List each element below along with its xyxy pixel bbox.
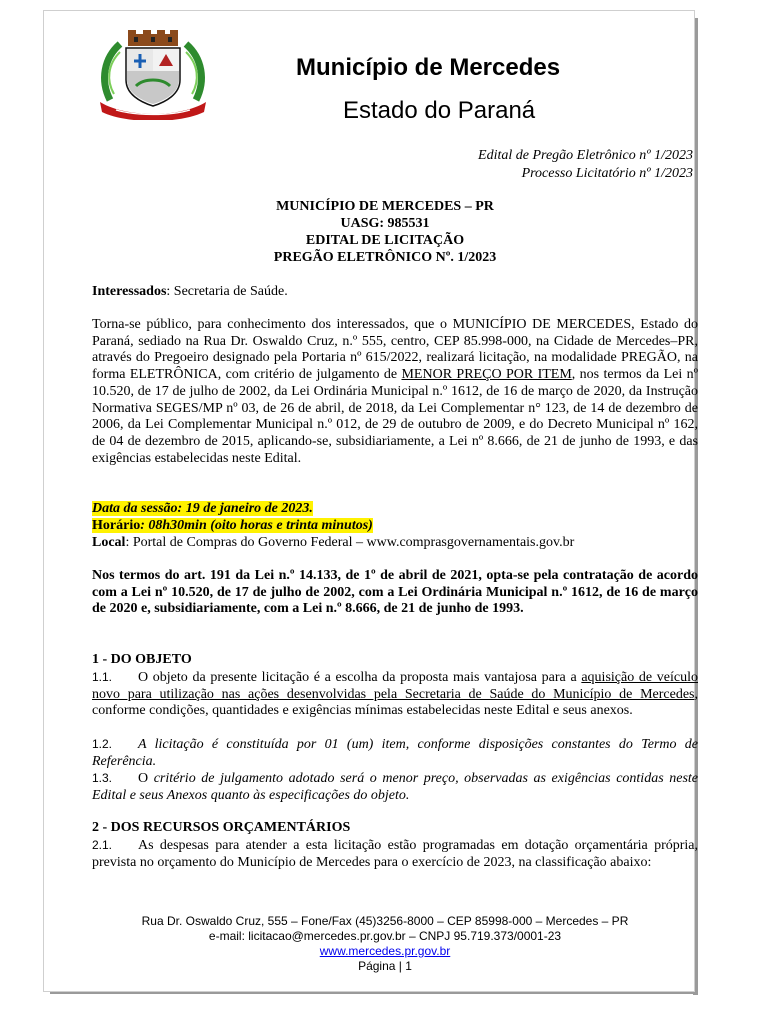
- heading-municipio: MUNICÍPIO DE MERCEDES – PR: [276, 199, 494, 214]
- heading-pregao: PREGÃO ELETRÔNICO Nº. 1/2023: [273, 250, 497, 265]
- section1-item1-text: O objeto da presente licitação é a escolha da proposta mais vantajosa para a: [138, 670, 582, 685]
- section1-title: 1 - DO OBJETO: [92, 652, 192, 667]
- interessados-label: Interessados: [92, 284, 167, 299]
- coat-of-arms-emblem: [96, 30, 210, 120]
- state-subtitle: Estado do Paraná: [343, 97, 536, 124]
- edital-reference: Edital de Pregão Eletrônico nº 1/2023: [478, 148, 693, 163]
- legal-note-paragraph: Nos termos do art. 191 da Lei n.º 14.133, de 1º de abril de 2021, opta-se pela contratação de acordo com a Lei nº 10.520, de 17 de julho de 2002, com a Lei Ordinária Municipal n.º 1612, de 16 de março de 2020 e, subsidiariamente, com a Lei n.º 8.666, de 21 de junho de 1993.: [92, 568, 698, 617]
- footer-address: Rua Dr. Oswaldo Cruz, 555 – Fone/Fax (45)3256-8000 – CEP 85998-000 – Mercedes – PR: [141, 914, 629, 928]
- section1-item3-number: 1.3.: [92, 771, 113, 785]
- municipality-title: Município de Mercedes: [296, 54, 561, 81]
- intro-text-end: , nos termos da Lei nº 10.520, de 17 de julho de 2002, da Lei Ordinária Municipal n.º 1612, de 16 de março de 2020, da Instrução Normativa SEGES/MP nº 03, de 26 de abril, de 2018, da Lei Complementar n° 123, de 14 de dezembro de 2006, da Lei Complementar Municipal n.º 012, de 29 de outubro de 2009, e do Decreto Municipal nº 162, de 04 de dezembro de 2015, aplicando-se, subsidiariamente, a Lei nº 8.666, de 21 de junho de 1993, e das exigências estabelecidas neste Edital.: [92, 367, 699, 466]
- heading-edital: EDITAL DE LICITAÇÃO: [305, 233, 465, 248]
- interessados-value: : Secretaria de Saúde.: [166, 284, 288, 299]
- section1-item2-number: 1.2.: [92, 737, 113, 751]
- heading-uasg: UASG: 985531: [340, 216, 430, 231]
- intro-text-start: Torna-se público, para conhecimento dos interessados, que o MUNICÍPIO DE MERCEDES, Estado do Paraná, sediado na Rua Dr. Oswaldo Cruz, n.º 555, centro, CEP 85.998-000, na Cidade de Mercedes–PR, através do Pregoeiro designado pela Portaria nº 615/2022, realizará licitação, na modalidade PREGÃO, na forma ELETRÔNICA, com critério de julgamento de: [92, 317, 698, 383]
- session-date-line: [92, 501, 313, 518]
- section2-item1-text: As despesas para atender a esta licitação estão programadas em dotação orçamentária própria, prevista no orçamento do Município de Mercedes para o exercício de 2023, na classificação abaixo:: [92, 838, 698, 870]
- section1-item1-text-end: , conforme condições, quantidades e exigências mínimas estabelecidas neste Edital e seus anexos.: [92, 686, 698, 719]
- section1-item1: [92, 669, 698, 720]
- session-time-line: [92, 518, 373, 535]
- section1-item1-number: 1.1.: [92, 670, 113, 684]
- footer-website-link[interactable]: www.mercedes.pr.gov.br: [319, 944, 451, 958]
- section1-item3: [92, 770, 698, 804]
- footer-contact: e-mail: licitacao@mercedes.pr.gov.br – CNPJ 95.719.373/0001-23: [208, 929, 562, 943]
- session-time-value: : 08h30min (oito horas e trinta minutos): [140, 518, 373, 533]
- session-time-label: Horário: [92, 518, 141, 533]
- session-local-line: [92, 535, 574, 552]
- section2-title: 2 - DOS RECURSOS ORÇAMENTÁRIOS: [92, 820, 351, 835]
- session-local-label: Local: [92, 535, 126, 550]
- session-local-value: : Portal de Compras do Governo Federal – www.comprasgovernamentais.gov.br: [125, 535, 575, 550]
- session-date: Data da sessão: 19 de janeiro de 2023.: [92, 501, 313, 516]
- intro-paragraph: [92, 317, 698, 467]
- section1-item2-text: A licitação é constituída por 01 (um) item, conforme disposições constantes do Termo de Referência.: [92, 737, 698, 769]
- section2-item1-number: 2.1.: [92, 838, 113, 852]
- section1-item3-text: critério de julgamento adotado será o menor preço, observadas as exigências contidas neste Edital e seus Anexos quanto às especificações do objeto.: [92, 771, 698, 803]
- footer-website-line: [0, 944, 770, 958]
- intro-judgment-criterion: MENOR PREÇO POR ITEM: [401, 367, 572, 383]
- footer-page-number: Página | 1: [358, 959, 412, 973]
- section2-item1: [92, 837, 698, 871]
- section1-item3-lead: O: [138, 771, 154, 786]
- section1-item1-object: aquisição de veículo novo para utilização nas ações desenvolvidas pela Secretaria de Saúde do Município de Mercedes: [92, 670, 698, 702]
- interessados-line: [92, 284, 288, 301]
- processo-reference: Processo Licitatório nº 1/2023: [521, 166, 693, 181]
- section1-item2: [92, 736, 698, 770]
